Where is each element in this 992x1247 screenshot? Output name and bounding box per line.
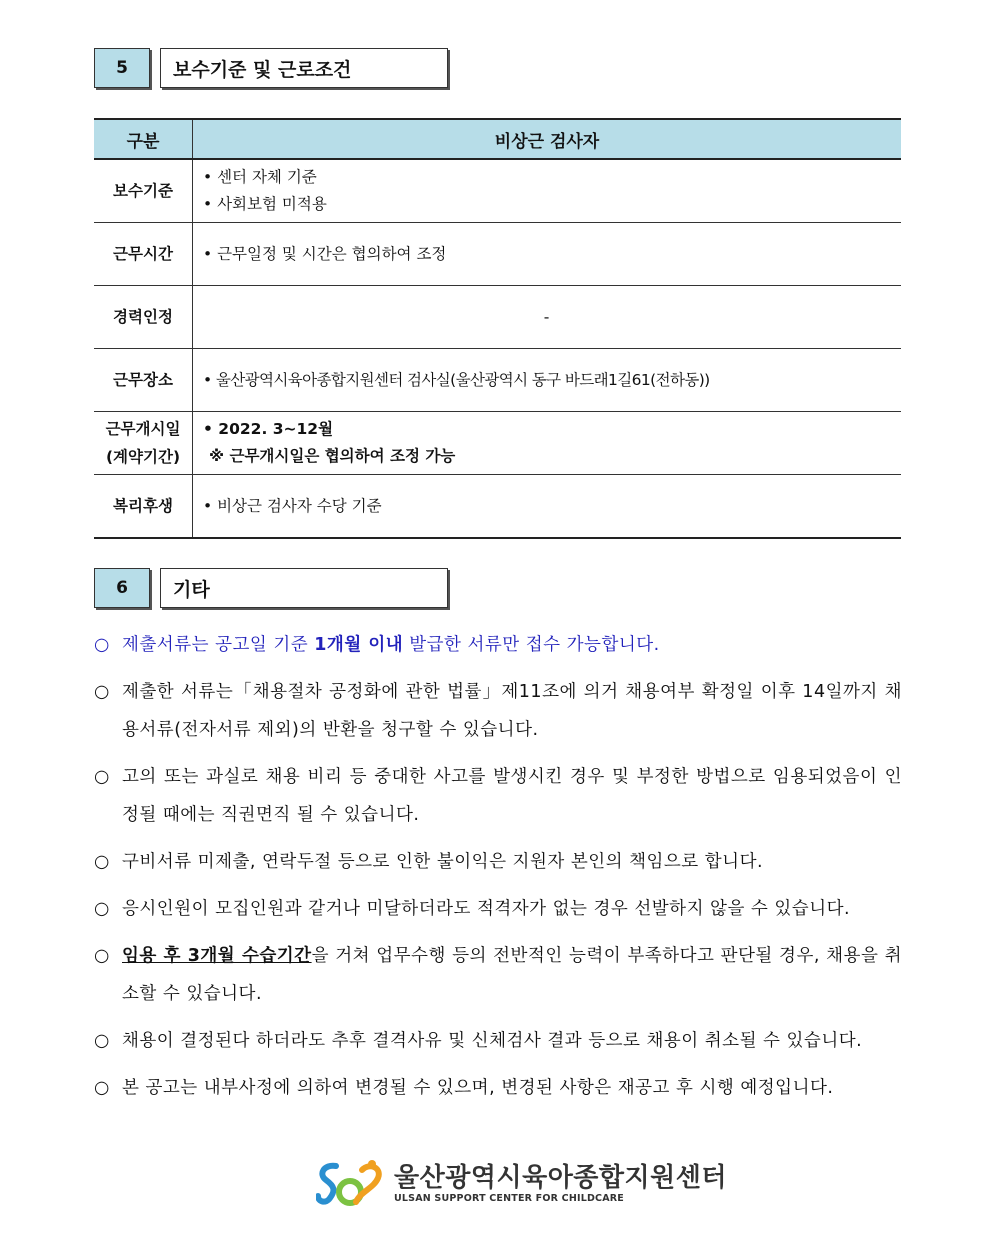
- value-line: • 2022. 3~12월: [203, 420, 334, 438]
- table-row: [94, 159, 901, 223]
- row-label-line: (계약기간): [105, 448, 181, 466]
- note-item: ○ 제출한 서류는「채용절차 공정화에 관한 법률」제11조에 의거 채용여부 확정일 이후 14일까지 채용서류(전자서류 제외)의 반환을 청구할 수 있습니다.: [94, 673, 902, 749]
- section-5-heading: [94, 48, 448, 90]
- circle-bullet-icon: ○: [94, 899, 110, 919]
- note-item: ○ 본 공고는 내부사정에 의하여 변경될 수 있으며, 변경된 사항은 재공고 후 시행 예정입니다.: [94, 1069, 902, 1107]
- section-6-heading: [94, 568, 448, 610]
- circle-bullet-icon: ○: [94, 635, 110, 655]
- note-item: ○ 임용 후 3개월 수습기간을 거쳐 업무수행 등의 전반적인 능력이 부족하다고 판단될 경우, 채용을 취소할 수 있습니다.: [94, 937, 902, 1013]
- work-conditions-table: [94, 118, 901, 539]
- section-title: 보수기준 및 근로조건: [160, 48, 448, 88]
- notes-list: [94, 626, 902, 1116]
- note-item: ○ 채용이 결정된다 하더라도 추후 결격사유 및 신체검사 결과 등으로 채용이 취소될 수 있습니다.: [94, 1022, 902, 1060]
- header-category: 구분: [94, 119, 193, 159]
- row-value: [193, 223, 902, 286]
- row-value: -: [193, 286, 902, 349]
- section-number: 6: [94, 568, 150, 608]
- note-emphasis: 1개월 이내: [314, 635, 404, 655]
- org-name-english: ULSAN SUPPORT CENTER FOR CHILDCARE: [394, 1193, 624, 1204]
- row-value: [193, 412, 902, 475]
- note-item: ○ 고의 또는 과실로 채용 비리 등 중대한 사고를 발생시킨 경우 및 부정한 방법으로 임용되었음이 인정될 때에는 직권면직 될 수 있습니다.: [94, 758, 902, 834]
- value-line: • 근무일정 및 시간은 협의하여 조정: [203, 244, 447, 263]
- circle-bullet-icon: ○: [94, 682, 110, 702]
- row-label: 경력인정: [94, 286, 193, 349]
- note-underlined: 임용 후 3개월 수습기간: [122, 946, 312, 966]
- value-line: • 울산광역시육아종합지원센터 검사실(울산광역시 동구 바드래1길61(전하동)): [203, 370, 710, 389]
- section-title: 기타: [160, 568, 448, 608]
- row-label: [94, 412, 193, 475]
- value-line: • 사회보험 미적용: [203, 195, 327, 213]
- org-name-korean: 울산광역시육아종합지원센터: [394, 1163, 728, 1193]
- header-position: 비상근 검사자: [193, 119, 902, 159]
- organization-footer: [316, 1158, 727, 1210]
- center-logo-icon: [316, 1158, 388, 1210]
- note-item: ○ 응시인원이 모집인원과 같거나 미달하더라도 적격자가 없는 경우 선발하지 않을 수 있습니다.: [94, 890, 902, 928]
- table-row: [94, 286, 901, 349]
- circle-bullet-icon: ○: [94, 1031, 110, 1051]
- row-value: [193, 159, 902, 223]
- note-item: ○ 제출서류는 공고일 기준 1개월 이내 발급한 서류만 접수 가능합니다.: [94, 626, 902, 664]
- row-label: 복리후생: [94, 475, 193, 539]
- note-item: ○ 구비서류 미제출, 연락두절 등으로 인한 불이익은 지원자 본인의 책임으로 합니다.: [94, 843, 902, 881]
- row-label: 보수기준: [94, 159, 193, 223]
- value-line: • 비상근 검사자 수당 기준: [203, 496, 382, 515]
- row-value: [193, 349, 902, 412]
- table-row: [94, 412, 901, 475]
- circle-bullet-icon: ○: [94, 852, 110, 872]
- value-line: • 센터 자체 기준: [203, 168, 317, 186]
- table-row: [94, 349, 901, 412]
- circle-bullet-icon: ○: [94, 1078, 110, 1098]
- table-row: [94, 223, 901, 286]
- table-header-row: [94, 119, 901, 159]
- circle-bullet-icon: ○: [94, 946, 110, 966]
- logo-text: [394, 1163, 727, 1205]
- row-label-line: 근무개시일: [105, 420, 181, 438]
- section-number: 5: [94, 48, 150, 88]
- table-row: [94, 475, 901, 539]
- value-line: ※ 근무개시일은 협의하여 조정 가능: [209, 447, 456, 465]
- circle-bullet-icon: ○: [94, 767, 110, 787]
- row-value: [193, 475, 902, 539]
- row-label: 근무장소: [94, 349, 193, 412]
- row-label: 근무시간: [94, 223, 193, 286]
